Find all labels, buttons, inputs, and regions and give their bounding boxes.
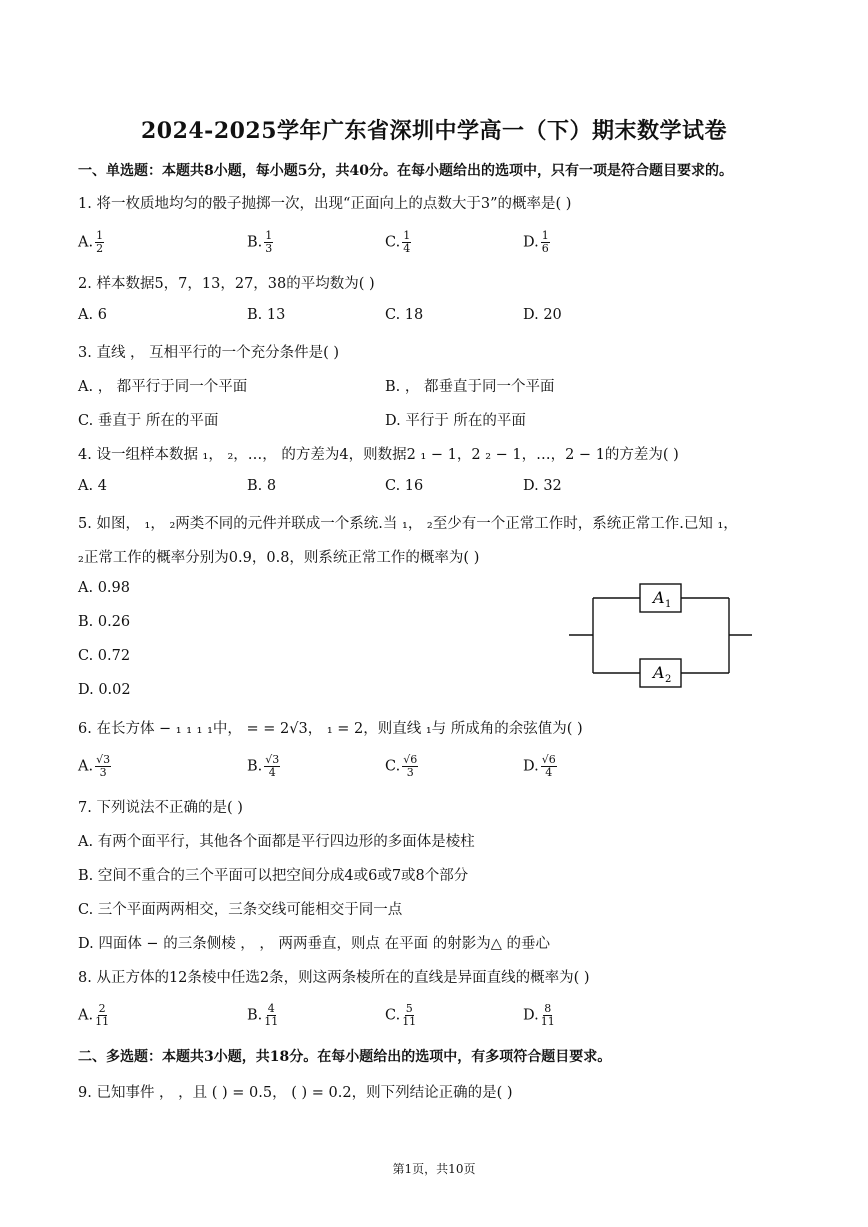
fraction [95,230,104,255]
option-letter: A. [78,234,94,251]
component-a1-subscript: 1 [665,599,672,610]
denominator: 2 [96,242,104,255]
section-heading-single-choice: 一、单选题：本题共8小题，每小题5分，共40分。在每小题给出的选项中，只有一项是符合题目要求的。 [78,163,733,179]
question-7-option-a: A. 有两个面平行，其他各个面都是平行四边形的多面体是棱柱 [78,834,475,850]
question-7-option-b: B. 空间不重合的三个平面可以把空间分成4或6或7或8个部分 [78,868,469,884]
question-8-stem: 8. 从正方体的12条棱中任选2条，则这两条棱所在的直线是异面直线的概率为( ) [78,970,590,986]
denominator: 3 [99,766,107,779]
question-4-option-b: B. 8 [247,478,277,494]
question-6-stem: 6. 在长方体 − ₁ ₁ ₁ ₁中， = = 2√3， ₁ = 2，则直线 ₁与 所成角的余弦值为( ) [78,721,583,737]
question-8-option-c [385,1003,416,1028]
option-letter: B. [247,1007,263,1024]
question-3-option-c: C. 垂直于 所在的平面 [78,413,219,429]
question-5-stem-line-1: 5. 如图， ₁， ₂两类不同的元件并联成一个系统.当 ₁， ₂至少有一个正常工作时，系统正常工作.已知 ₁， [78,516,738,532]
option-letter: C. [385,758,401,775]
question-5-option-d: D. 0.02 [78,682,131,698]
fraction [541,754,557,779]
option-letter: C. [385,1007,401,1024]
denominator: 11 [540,1015,555,1028]
option-letter: D. [523,758,539,775]
question-8-option-b [247,1003,278,1028]
numerator: 1 [96,229,104,242]
fraction [402,754,418,779]
question-5-option-a: A. 0.98 [78,580,130,596]
question-4-stem: 4. 设一组样本数据 ₁， ₂，…， 的方差为4，则数据2 ₁ − 1，2 ₂ − 1，…，2 − 1的方差为( ) [78,447,679,463]
question-7-stem: 7. 下列说法不正确的是( ) [78,800,243,816]
question-5-stem-line-2: ₂正常工作的概率分别为0.9，0.8，则系统正常工作的概率为( ) [78,550,480,566]
question-6-option-c [385,754,418,779]
option-letter: C. [385,234,401,251]
denominator: 3 [265,242,273,255]
option-letter: A. [78,1007,94,1024]
component-a1-label: A [653,588,665,607]
option-letter: B. [247,758,263,775]
question-7-option-d: D. 四面体 − 的三条侧棱 ， ， 两两垂直，则点 在平面 的射影为△ 的垂心 [78,936,550,952]
component-a2-subscript: 2 [665,674,672,685]
numerator: √3 [96,753,111,766]
option-letter: D. [523,234,539,251]
question-3-option-a: A. ， 都平行于同一个平面 [78,379,248,395]
question-4-option-c: C. 16 [385,478,424,494]
question-6-option-a [78,754,111,779]
question-6-option-b [247,754,280,779]
option-letter: A. [78,758,94,775]
question-3-stem: 3. 直线 ， 互相平行的一个充分条件是( ) [78,345,340,361]
question-1-option-c [385,230,411,255]
option-letter: D. [523,1007,539,1024]
fraction [264,754,280,779]
fraction [541,1003,555,1028]
option-letter: B. [247,234,263,251]
denominator: 4 [268,766,276,779]
question-5-option-b: B. 0.26 [78,614,131,630]
numerator: 4 [267,1002,275,1015]
numerator: √6 [403,753,418,766]
question-2-stem: 2. 样本数据5，7，13，27，38的平均数为( ) [78,276,375,292]
denominator: 11 [95,1015,110,1028]
denominator: 4 [403,242,411,255]
numerator: 1 [403,229,411,242]
fraction [402,1003,416,1028]
numerator: 1 [265,229,273,242]
numerator: 2 [98,1002,106,1015]
fraction [402,230,411,255]
question-7-option-c: C. 三个平面两两相交，三条交线可能相交于同一点 [78,902,403,918]
question-2-option-d: D. 20 [523,307,562,323]
fraction [264,230,273,255]
question-1-stem: 1. 将一枚质地均匀的骰子抛掷一次，出现“正面向上的点数大于3”的概率是( ) [78,196,572,212]
question-1-option-b [247,230,273,255]
denominator: 11 [402,1015,417,1028]
question-3-option-d: D. 平行于 所在的平面 [385,413,526,429]
fraction [95,754,111,779]
fraction [541,230,550,255]
question-2-option-a: A. 6 [78,307,107,323]
question-5-option-c: C. 0.72 [78,648,131,664]
question-8-option-d [523,1003,555,1028]
denominator: 3 [406,766,414,779]
question-9-stem: 9. 已知事件 ， ，且 ( ) = 0.5， ( ) = 0.2，则下列结论正确的是( ) [78,1085,513,1101]
question-4-option-d: D. 32 [523,478,562,494]
section-heading-multiple-choice: 二、多选题：本题共3小题，共18分。在每小题给出的选项中，有多项符合题目要求。 [78,1049,612,1065]
question-2-option-b: B. 13 [247,307,286,323]
fraction [264,1003,278,1028]
denominator: 4 [545,766,553,779]
numerator: 1 [541,229,549,242]
question-2-option-c: C. 18 [385,307,424,323]
question-1-option-a [78,230,104,255]
numerator: 8 [544,1002,552,1015]
question-8-option-a [78,1003,109,1028]
question-4-option-a: A. 4 [78,478,107,494]
denominator: 6 [541,242,549,255]
numerator: 5 [405,1002,413,1015]
denominator: 11 [264,1015,279,1028]
fraction [95,1003,109,1028]
question-6-option-d [523,754,557,779]
question-1-option-d [523,230,550,255]
component-a2-label: A [653,663,665,682]
numerator: √6 [541,753,556,766]
page-title: 2024-2025学年广东省深圳中学高一（下）期末数学试卷 [140,118,728,144]
numerator: √3 [265,753,280,766]
page-footer: 第1页，共10页 [392,1162,476,1176]
parallel-circuit-diagram [565,578,755,693]
question-3-option-b: B. ， 都垂直于同一个平面 [385,379,555,395]
